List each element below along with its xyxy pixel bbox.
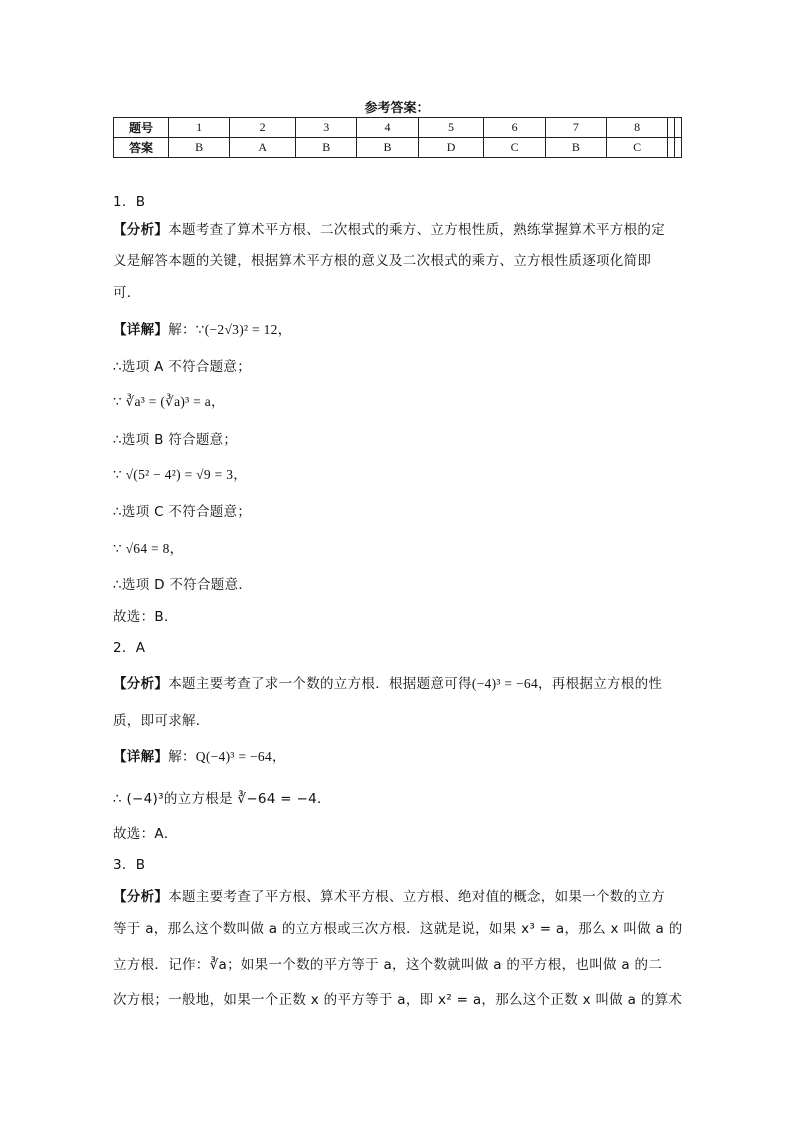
answer-table xyxy=(113,117,682,158)
table-cell: 7 xyxy=(545,118,606,138)
table-cell: C xyxy=(607,138,668,158)
table-cell: 4 xyxy=(357,118,418,138)
equation: (−2√3)² = 12， xyxy=(204,322,292,337)
q2-analysis-line xyxy=(113,672,662,692)
q1-detail-line xyxy=(113,318,292,338)
analysis-tag: 【分析】 xyxy=(113,222,169,238)
equation: ∵ √64 = 8， xyxy=(113,541,184,556)
q1-choose: 故选：B． xyxy=(113,609,178,625)
table-cell: 2 xyxy=(230,118,296,138)
table-row xyxy=(114,118,682,138)
analysis-tag: 【分析】 xyxy=(113,676,169,692)
analysis-text: ，再根据立方根的性 xyxy=(538,676,663,692)
analysis-text: 本题主要考查了求一个数的立方根．根据题意可得 xyxy=(168,676,472,692)
equation: ∵ ∛a³ = (∛a)³ = a， xyxy=(113,394,225,409)
q1-analysis-line: 可． xyxy=(113,285,141,301)
equation: (−4)³ = −64 xyxy=(471,676,538,691)
q2-detail-line: ∴ (−4)³的立方根是 ∛−64 = −4． xyxy=(113,791,331,807)
table-row-label: 题号 xyxy=(114,118,169,138)
q2-analysis-line: 质，即可求解． xyxy=(113,713,210,729)
q3-analysis-line: 等于 a，那么这个数叫做 a 的立方根或三次方根．这就是说，如果 x³ = a，那么 x 叫做 a 的 xyxy=(113,921,683,937)
analysis-tag: 【分析】 xyxy=(113,889,169,905)
analysis-text: 本题考查了算术平方根、二次根式的乘方、立方根性质，熟练掌握算术平方根的定 xyxy=(168,222,666,238)
table-cell xyxy=(675,138,682,158)
detail-tag: 【详解】 xyxy=(113,749,169,765)
table-row-label: 答案 xyxy=(114,138,169,158)
detail-tag: 【详解】 xyxy=(113,322,169,338)
table-cell: 6 xyxy=(484,118,545,138)
q3-analysis-line: 次方根；一般地，如果一个正数 x 的平方等于 a，即 x² = a，那么这个正数 x 叫做 a 的算术 xyxy=(113,992,683,1008)
table-cell: A xyxy=(230,138,296,158)
q1-equation xyxy=(113,537,184,557)
q3-analysis-line: 立方根．记作：∛a；如果一个数的平方等于 a，这个数就叫做 a 的平方根，也叫做 a 的二 xyxy=(113,957,663,973)
equation: ∵ √(5² − 4²) = √9 = 3， xyxy=(113,467,248,482)
q2-detail-line xyxy=(113,745,286,765)
table-cell: B xyxy=(169,138,230,158)
q1-equation xyxy=(113,463,247,483)
table-cell xyxy=(668,118,675,138)
table-cell: 5 xyxy=(418,118,484,138)
analysis-text: 本题主要考查了平方根、算术平方根、立方根、绝对值的概念，如果一个数的立方 xyxy=(168,889,666,905)
table-cell: B xyxy=(296,138,357,158)
q1-analysis-line xyxy=(113,218,665,238)
table-cell: 1 xyxy=(169,118,230,138)
table-cell: 8 xyxy=(607,118,668,138)
q1-heading: 1．B xyxy=(113,194,146,210)
table-cell: 3 xyxy=(296,118,357,138)
q1-equation xyxy=(113,390,225,410)
table-cell: B xyxy=(545,138,606,158)
q1-analysis-line: 义是解答本题的关键，根据算术平方根的意义及二次根式的乘方、立方根性质逐项化简即 xyxy=(113,253,652,269)
q2-choose: 故选：A． xyxy=(113,826,178,842)
q2-heading: 2．A xyxy=(113,640,146,656)
table-cell xyxy=(675,118,682,138)
equation: 解：Q(−4)³ = −64， xyxy=(168,749,286,764)
q3-heading: 3．B xyxy=(113,857,146,873)
q1-conclusion: ∴选项 A 不符合题意； xyxy=(113,359,252,375)
q3-analysis-line xyxy=(113,885,665,905)
detail-lead: 解：∵ xyxy=(168,322,205,338)
table-cell: B xyxy=(357,138,418,158)
table-cell xyxy=(668,138,675,158)
answer-key-title: 参考答案： xyxy=(364,101,430,116)
table-row xyxy=(114,138,682,158)
table-cell: C xyxy=(484,138,545,158)
q1-conclusion: ∴选项 B 符合题意； xyxy=(113,432,238,448)
table-cell: D xyxy=(418,138,484,158)
q1-conclusion: ∴选项 C 不符合题意； xyxy=(113,504,252,520)
q1-conclusion: ∴选项 D 不符合题意． xyxy=(113,577,253,593)
